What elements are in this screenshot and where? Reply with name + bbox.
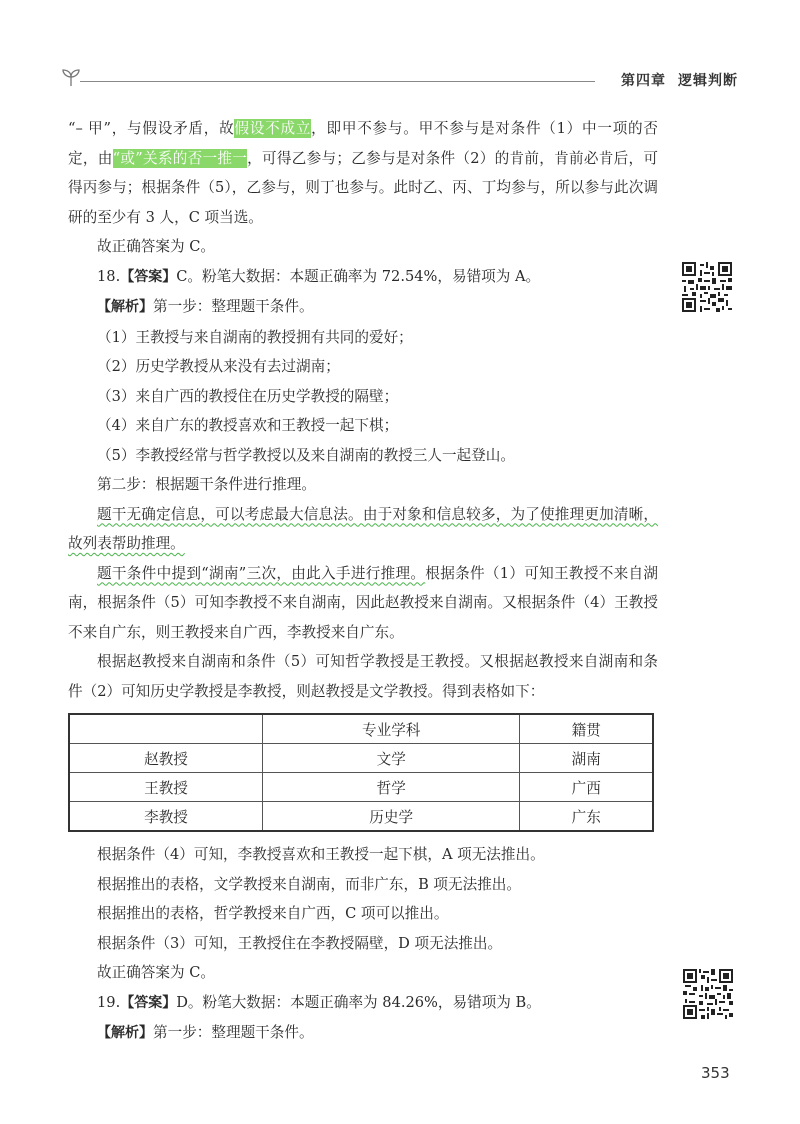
- question-19-answer: [68, 988, 658, 1019]
- paragraph-continuation: [68, 114, 658, 232]
- text-run: 根据条件（1）可知王教授不来自湖南，根据条件（5）可知李教授不来自湖南，因此赵教授来自湖南。又根据条件（4）王教授不来自广东，则王教授来自广西，李教授来自广东。: [68, 564, 658, 641]
- chapter-number: 第四章: [621, 73, 666, 89]
- qr-code-icon[interactable]: [683, 969, 733, 1019]
- text-run: ，可得乙参与；乙参与是对条件（2）的肯前，肯前必肯后，可得丙参与；根据条件（5），乙参与，则丁也参与。此时乙、丙、丁均参与，所以参与此次调研的至少有 3 人，C 项当选。: [68, 149, 658, 226]
- header-rule: [80, 81, 595, 82]
- analysis-text: 第一步：整理题干条件。: [153, 1024, 314, 1041]
- table-header-cell: 籍贯: [520, 714, 653, 744]
- table-cell: 王教授: [69, 773, 263, 802]
- table-cell: 文学: [263, 744, 520, 773]
- qr-code-icon[interactable]: [682, 262, 732, 312]
- question-18-analysis: [68, 292, 658, 323]
- paragraph-zhao: 根据赵教授来自湖南和条件（5）可知哲学教授是王教授。又根据赵教授来自湖南和条件（2）可知历史学教授是李教授，则赵教授是文学教授。得到表格如下：: [68, 653, 658, 700]
- chapter-title: 逻辑判断: [678, 73, 738, 89]
- option-d-analysis: 根据条件（3）可知，王教授住在李教授隔壁，D 项无法推出。: [97, 934, 503, 952]
- chapter-heading: [621, 70, 738, 90]
- condition-1: （1）王教授与来自湖南的教授拥有共同的爱好；: [97, 328, 413, 346]
- option-b-analysis: 根据推出的表格，文学教授来自湖南，而非广东，B 项无法推出。: [97, 875, 521, 893]
- page-header: [60, 66, 740, 96]
- text-run: ，即甲不参与。甲不参与是对条件（1）中一项的否定，由: [68, 120, 658, 167]
- question-18-answer: [68, 262, 658, 293]
- answer-label: 【答案】: [120, 994, 177, 1011]
- question-19-analysis: [68, 1018, 658, 1049]
- highlight-assumption-invalid: 假设不成立: [234, 120, 312, 137]
- table-cell: 广西: [520, 773, 653, 802]
- table-header-row: [69, 714, 653, 744]
- analysis-label: 【解析】: [97, 299, 153, 315]
- table-row: [69, 802, 653, 832]
- condition-3: （3）来自广西的教授住在历史学教授的隔壁；: [97, 387, 399, 405]
- analysis-label: 【解析】: [97, 1025, 153, 1041]
- analysis-text: 第一步：整理题干条件。: [153, 298, 314, 315]
- question-number: 18.: [97, 267, 121, 285]
- table-row: [69, 744, 653, 773]
- reasoning-table: [68, 713, 654, 832]
- answer-conclusion-17: 故正确答案为 C。: [97, 238, 215, 255]
- condition-4: （4）来自广东的教授喜欢和王教授一起下棋；: [97, 417, 399, 434]
- table-cell: 李教授: [69, 802, 263, 832]
- paragraph-hunan: [68, 559, 658, 648]
- table-cell: 广东: [520, 802, 653, 832]
- option-c-analysis: 根据推出的表格，哲学教授来自广西，C 项可以推出。: [97, 905, 449, 922]
- wavy-underlined-text: 题干条件中提到“湖南”三次，由此入手进行推理。: [97, 564, 426, 582]
- text-run: “– 甲”，与假设矛盾，故: [68, 120, 235, 137]
- condition-2: （2）历史学教授从来没有去过湖南；: [97, 358, 340, 375]
- question-number: 19.: [97, 993, 121, 1011]
- condition-5: （5）李教授经常与哲学教授以及来自湖南的教授三人一起登山。: [97, 446, 515, 464]
- step-2: 第二步：根据题干条件进行推理。: [97, 476, 316, 493]
- answer-text: D。粉笔大数据：本题正确率为 84.26%，易错项为 B。: [176, 993, 541, 1011]
- page-body: [68, 114, 658, 1049]
- answer-label: 【答案】: [120, 268, 177, 285]
- page-number: 353: [701, 1064, 730, 1082]
- highlight-or-rule: “或”关系的否一推一: [112, 149, 248, 167]
- table-cell: 历史学: [263, 802, 520, 832]
- table-cell: 湖南: [520, 744, 653, 773]
- paragraph-max-info: [68, 500, 658, 559]
- table-cell: 赵教授: [69, 744, 263, 773]
- table-header-cell: 专业学科: [263, 714, 520, 744]
- answer-text: C。粉笔大数据：本题正确率为 72.54%，易错项为 A。: [176, 267, 541, 285]
- table-row: [69, 773, 653, 802]
- sprout-icon: [60, 66, 82, 88]
- answer-conclusion-18: 故正确答案为 C。: [97, 964, 215, 981]
- option-a-analysis: 根据条件（4）可知，李教授喜欢和王教授一起下棋，A 项无法推出。: [97, 846, 545, 863]
- table-cell: 哲学: [263, 773, 520, 802]
- wavy-underlined-text: 题干无确定信息，可以考虑最大信息法。由于对象和信息较多，为了使推理更加清晰，故列表帮助推理。: [68, 505, 658, 552]
- table-header-cell: [69, 714, 263, 744]
